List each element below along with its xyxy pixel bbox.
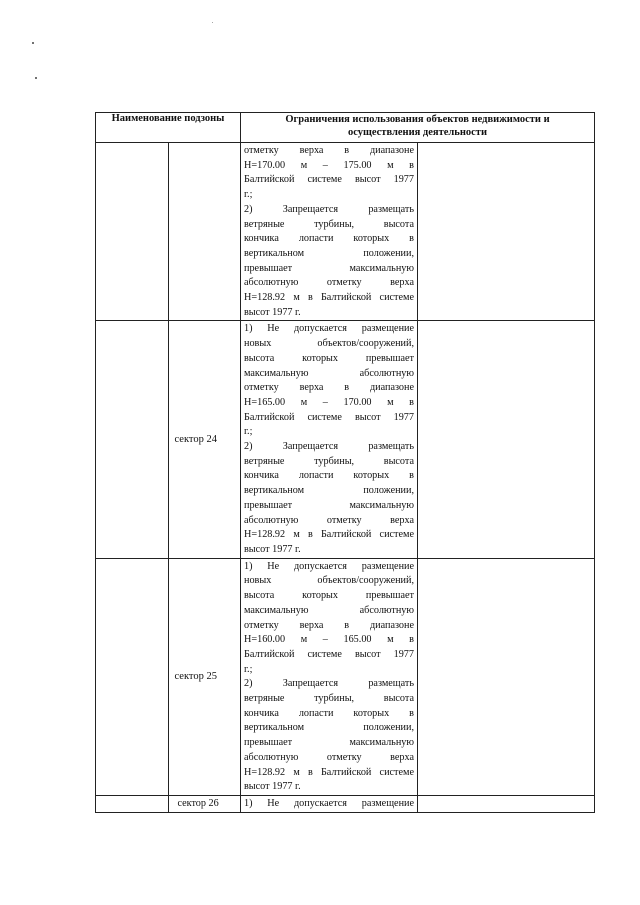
restriction-line: абсолютную отметку верха	[244, 277, 414, 289]
restriction-line: абсолютную отметку верха	[244, 751, 414, 763]
restriction-line: H=128.92 м в Балтийской системе	[244, 529, 414, 541]
restriction-line: кончика лопасти которых в	[244, 233, 414, 245]
table-cell-blank	[418, 558, 595, 795]
restriction-text-cell	[241, 143, 418, 321]
restriction-line: г.;	[244, 426, 253, 438]
table-header-row	[96, 113, 595, 143]
restrictions-table	[95, 112, 595, 813]
table-row	[96, 558, 595, 795]
header-restrictions	[241, 113, 595, 143]
sector-name	[169, 226, 175, 237]
restriction-line: г.;	[244, 663, 253, 675]
restriction-line: отметку верха в диапазоне	[244, 619, 414, 631]
scan-speck	[212, 22, 213, 23]
table-row	[96, 321, 595, 558]
restriction-text-cell	[241, 558, 418, 795]
restriction-line: H=170.00 м – 175.00 м в	[244, 159, 414, 171]
restriction-line: ветряные турбины, высота	[244, 455, 414, 467]
table-cell-blank	[418, 795, 595, 812]
restriction-line: H=128.92 м в Балтийской системе	[244, 766, 414, 778]
table-row	[96, 795, 595, 812]
restriction-line: максимальную абсолютную	[244, 367, 414, 379]
restriction-line: Балтийской системе высот 1977	[244, 648, 414, 660]
restriction-line: Балтийской системе высот 1977	[244, 174, 414, 186]
restriction-line: высот 1977 г.	[244, 306, 301, 318]
restriction-line: H=165.00 м – 170.00 м в	[244, 396, 414, 408]
restriction-line: высот 1977 г.	[244, 543, 301, 555]
restriction-line: отметку верха в диапазоне	[244, 382, 414, 394]
subzone-cell	[168, 795, 241, 812]
restriction-line: 2) Запрещается размещать	[244, 203, 414, 215]
restriction-line: высота которых превышает	[244, 352, 414, 364]
restriction-line: 2) Запрещается размещать	[244, 678, 414, 690]
restriction-line: H=160.00 м – 165.00 м в	[244, 634, 414, 646]
scan-speck	[35, 77, 37, 79]
restriction-line: г.;	[244, 189, 253, 201]
restriction-line: кончика лопасти которых в	[244, 707, 414, 719]
restriction-text-cell	[241, 321, 418, 558]
restriction-line: 1) Не допускается размещение	[244, 797, 414, 809]
table-cell-blank	[96, 795, 169, 812]
subzone-cell	[168, 558, 241, 795]
restriction-text-cell	[241, 795, 418, 812]
subzone-cell	[168, 143, 241, 321]
restriction-line: высот 1977 г.	[244, 781, 301, 793]
table-cell-blank	[418, 143, 595, 321]
restriction-line: 2) Запрещается размещать	[244, 441, 414, 453]
table-cell-blank	[96, 558, 169, 795]
restriction-line: превышает максимальную	[244, 737, 414, 749]
restriction-line: вертикальном положении,	[244, 247, 414, 259]
restriction-line: вертикальном положении,	[244, 485, 414, 497]
restriction-line: высота которых превышает	[244, 590, 414, 602]
restriction-line: новых объектов/сооружений,	[244, 338, 414, 350]
table-cell-blank	[96, 321, 169, 558]
scan-speck	[32, 42, 34, 44]
restriction-line: ветряные турбины, высота	[244, 693, 414, 705]
restriction-line: ветряные турбины, высота	[244, 218, 414, 230]
restriction-line: максимальную абсолютную	[244, 604, 414, 616]
restriction-line: H=128.92 м в Балтийской системе	[244, 292, 414, 304]
restriction-line: кончика лопасти которых в	[244, 470, 414, 482]
restriction-line: абсолютную отметку верха	[244, 514, 414, 526]
header-restrictions-line2: осуществления деятельности	[347, 127, 488, 138]
header-restrictions-line1: Ограничения использования объектов недвижимости и	[285, 114, 550, 125]
sector-name: сектор 26	[177, 797, 219, 809]
table-cell-blank	[418, 321, 595, 558]
header-subzone: Наименование подзоны	[96, 113, 241, 143]
sector-name: сектор 24	[174, 434, 217, 446]
restriction-line: отметку верха в диапазоне	[244, 145, 414, 156]
restriction-line: превышает максимальную	[244, 499, 414, 511]
restriction-line: вертикальном положении,	[244, 722, 414, 734]
restriction-line: Балтийской системе высот 1977	[244, 411, 414, 423]
restriction-line: 1) Не допускается размещение	[244, 560, 414, 572]
sector-name: сектор 25	[174, 671, 217, 683]
subzone-cell	[168, 321, 241, 558]
table-row	[96, 143, 595, 321]
restriction-line: превышает максимальную	[244, 262, 414, 274]
restriction-line: новых объектов/сооружений,	[244, 575, 414, 587]
table-cell-blank	[96, 143, 169, 321]
restriction-line: 1) Не допускается размещение	[244, 323, 414, 335]
